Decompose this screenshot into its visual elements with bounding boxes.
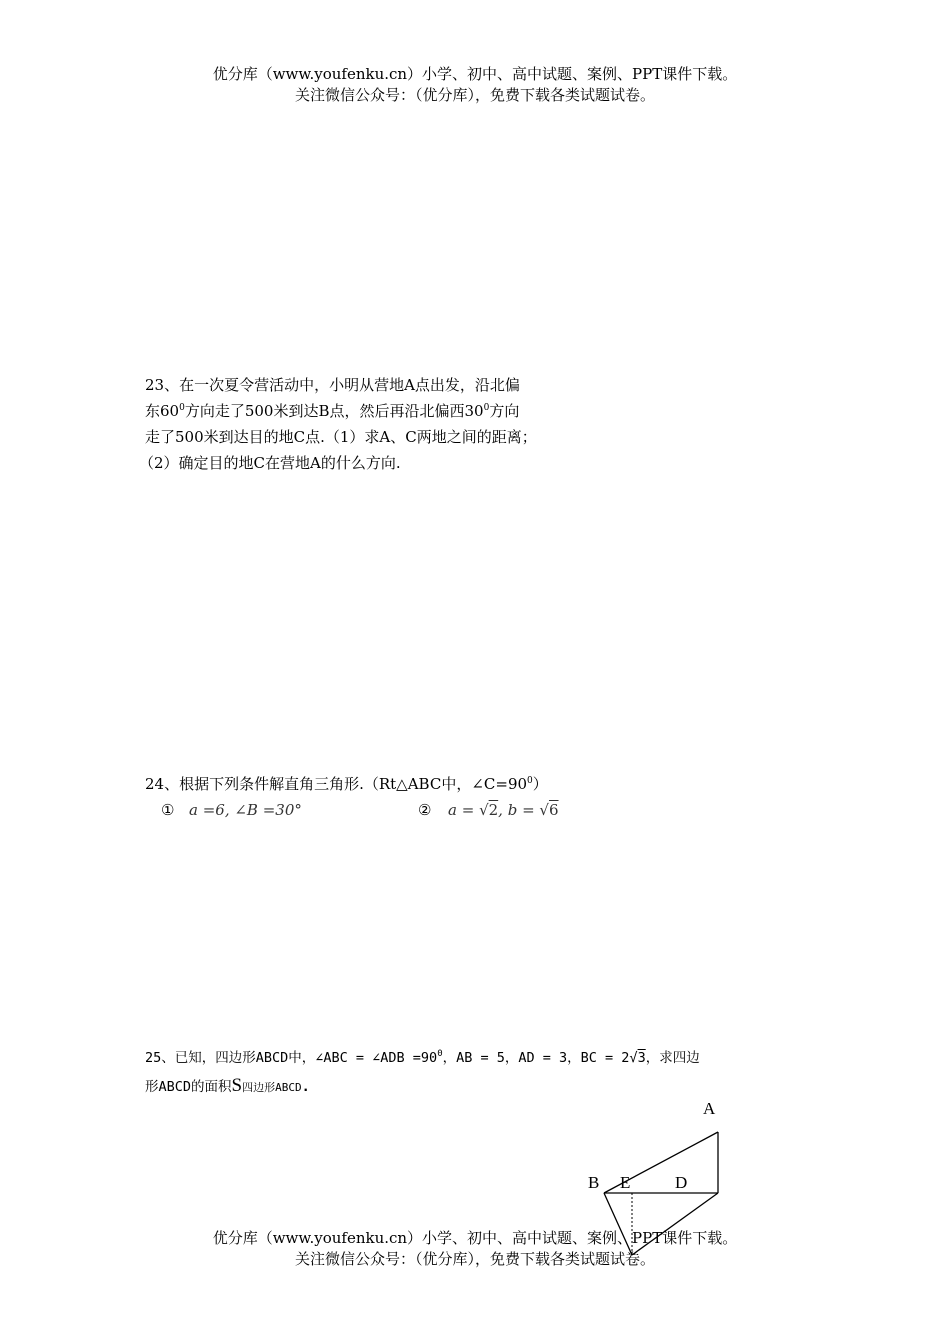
q23-line-1: 23、在一次夏令营活动中，小明从营地A点出发，沿北偏 xyxy=(145,376,520,394)
q23-line-2: 东$60^0$方向走了500米到达B点，然后再沿北偏西$30^0$方向 xyxy=(145,402,520,420)
condition-1: a =6, ∠B =30° xyxy=(189,801,302,819)
condition-2: a = √2, b = √6 xyxy=(448,801,559,819)
q24-line-1: 24、根据下列条件解直角三角形.（Rt△ABC中，$\angle C=90^0$） xyxy=(145,775,548,793)
segment-ba xyxy=(604,1132,718,1193)
q23-line-4: （2）确定目的地C在营地A的什么方向. xyxy=(139,454,401,472)
page-header xyxy=(0,64,950,106)
page-footer xyxy=(0,1228,950,1270)
question-23 xyxy=(139,372,537,476)
condition-1-marker: ① xyxy=(161,801,175,819)
label-d: D xyxy=(675,1173,688,1192)
q24-conditions xyxy=(145,797,559,823)
question-24 xyxy=(145,771,559,823)
q25-line-2: 形ABCD的面积S四边形ABCD. xyxy=(145,1075,310,1096)
footer-line-1: 优分库（www.youfenku.cn）小学、初中、高中试题、案例、PPT课件下载。 xyxy=(212,1229,738,1247)
header-line-1: 优分库（www.youfenku.cn）小学、初中、高中试题、案例、PPT课件下载。 xyxy=(212,65,738,83)
label-b: B xyxy=(588,1173,600,1192)
condition-2-marker: ② xyxy=(418,801,432,819)
footer-line-2: 关注微信公众号：（优分库），免费下载各类试题试卷。 xyxy=(294,1250,655,1268)
header-line-2: 关注微信公众号：（优分库），免费下载各类试题试卷。 xyxy=(294,86,655,104)
q23-line-3: 走了500米到达目的地C点.（1）求A、C两地之间的距离； xyxy=(145,428,537,446)
q25-line-1: 25、已知，四边形ABCD中，∠ABC = ∠ADB $=90^0$，AB = 5，AD = 3，BC = 2√3，求四边 xyxy=(145,1049,700,1066)
label-a: A xyxy=(703,1099,716,1118)
label-e: E xyxy=(620,1173,631,1192)
